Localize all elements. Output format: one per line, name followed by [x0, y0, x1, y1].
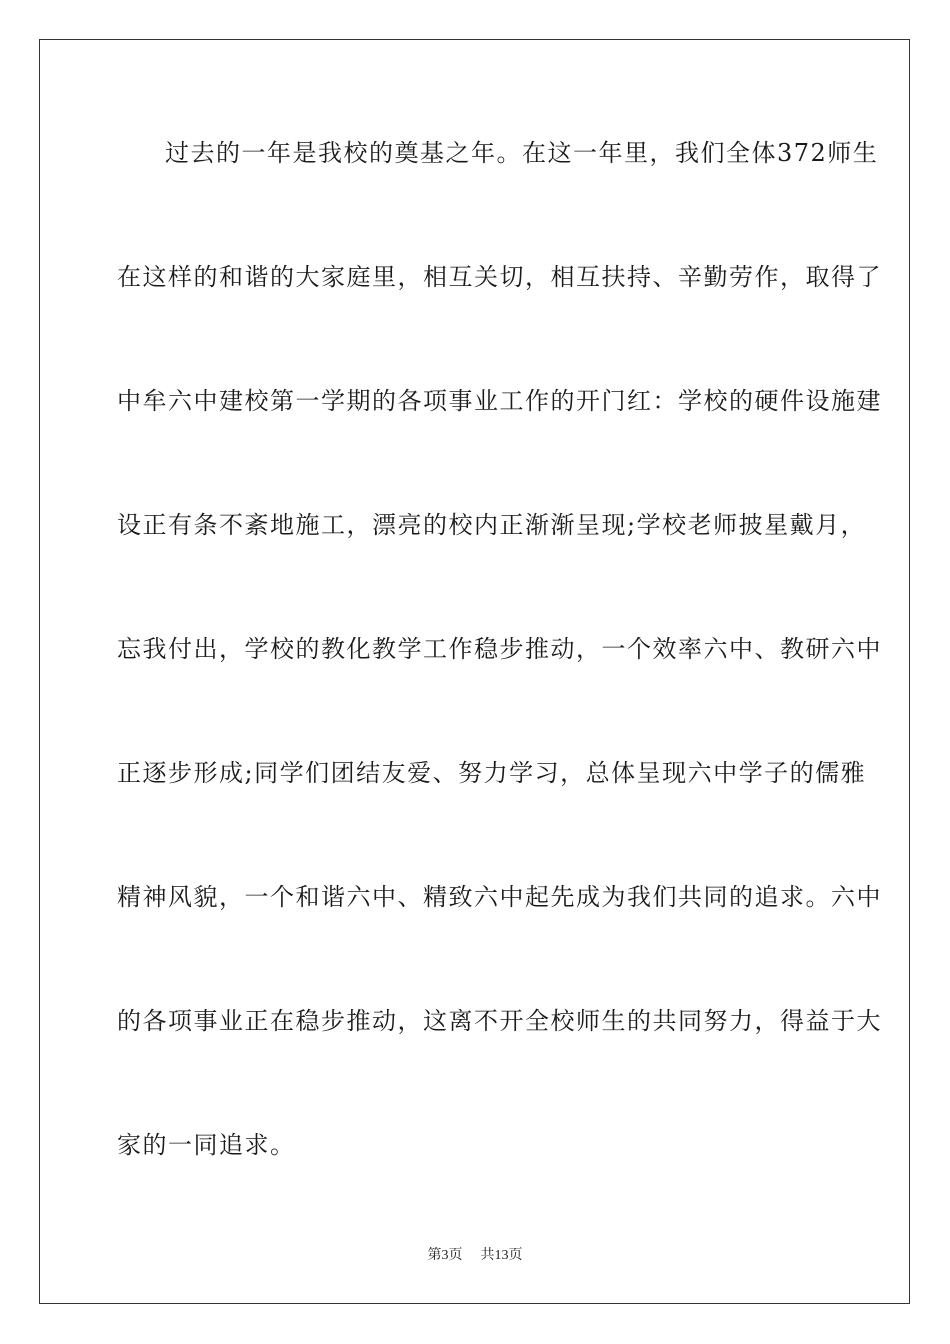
- page-number: 第3页: [427, 1248, 463, 1263]
- paragraph-line: 精神风貌，一个和谐六中、精致六中起先成为我们共同的追求。六中: [117, 883, 882, 911]
- paragraph-line: 忘我付出，学校的教化教学工作稳步推动，一个效率六中、教研六中: [117, 635, 882, 663]
- paragraph-line: 在这样的和谐的大家庭里，相互关切，相互扶持、辛勤劳作，取得了: [117, 263, 882, 291]
- paragraph-line: 正逐步形成;同学们团结友爱、努力学习，总体呈现六中学子的儒雅: [117, 759, 867, 787]
- paragraph-line: 中牟六中建校第一学期的各项事业工作的开门红：学校的硬件设施建: [117, 387, 882, 415]
- paragraph-line: 设正有条不紊地施工，漂亮的校内正渐渐呈现;学校老师披星戴月，: [117, 511, 867, 539]
- page-total: 共13页: [480, 1248, 523, 1263]
- paragraph-line: 的各项事业正在稳步推动，这离不开全校师生的共同努力，得益于大: [117, 1007, 882, 1035]
- paragraph-line: 家的一同追求。: [117, 1131, 296, 1159]
- page-footer: [0, 1247, 950, 1265]
- page-border: [39, 39, 910, 1304]
- paragraph-line: 过去的一年是我校的奠基之年。在这一年里，我们全体372师生: [165, 139, 879, 167]
